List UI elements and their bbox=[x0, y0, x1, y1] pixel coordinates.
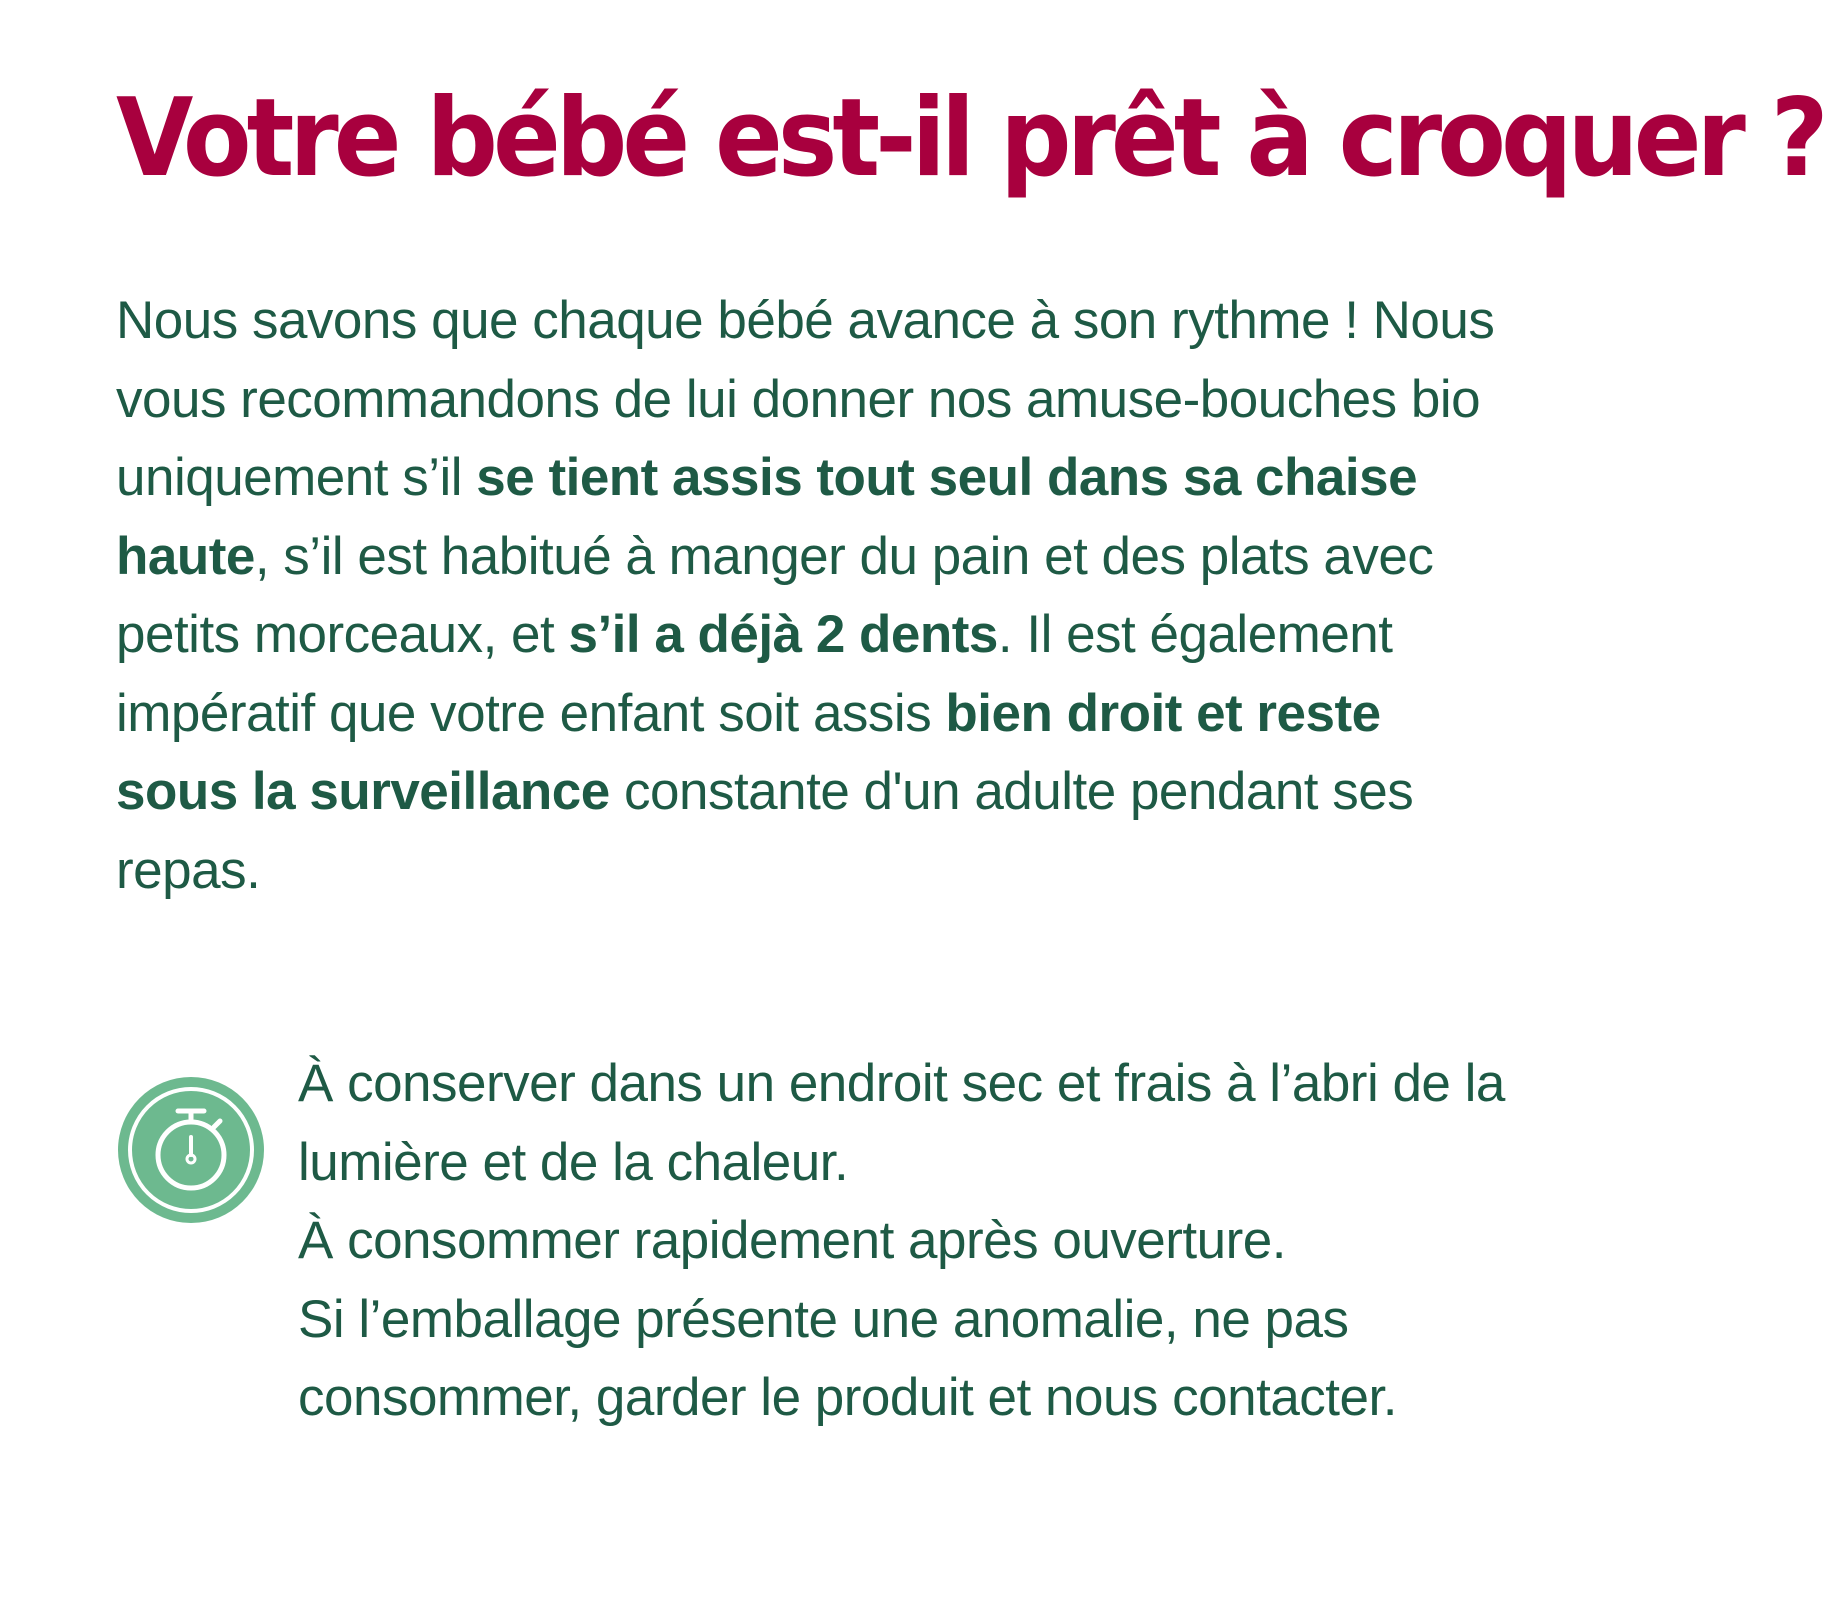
storage-line-anomalie: Si l’emballage présente une anomalie, ne pas consommer, garder le produit et nous contacter. bbox=[298, 1289, 1397, 1427]
storage-section bbox=[116, 1045, 1556, 1445]
page-title: Votre bébé est-il prêt à croquer ? bbox=[116, 74, 1824, 202]
intro-text-1: Nous savons que chaque bébé avance à son rythme ! Nous vous recommandons de lui donner nos amuse-bouches bio uniquement s’il bbox=[116, 291, 1495, 507]
storage-instructions bbox=[298, 1045, 1558, 1438]
intro-bold-2: s’il a déjà 2 dents bbox=[568, 605, 998, 664]
intro-text-4: constante d'un adulte pendant ses repas. bbox=[116, 762, 1414, 900]
intro-text-2: , s’il est habitué à manger du pain et des plats avec petits morceaux, et bbox=[116, 526, 1434, 664]
storage-line-conserver: À conserver dans un endroit sec et frais à l’abri de la lumière et de la chaleur. bbox=[298, 1054, 1505, 1192]
stopwatch-icon bbox=[116, 1075, 266, 1225]
intro-bold-3: bien droit et reste sous la surveillance bbox=[116, 683, 1381, 821]
intro-bold-1: se tient assis tout seul dans sa chaise haute bbox=[116, 448, 1418, 586]
intro-text-3: . Il est également impératif que votre enfant soit assis bbox=[116, 605, 1393, 743]
storage-line-consommer: À consommer rapidement après ouverture. bbox=[298, 1211, 1286, 1270]
intro-paragraph bbox=[116, 282, 1506, 910]
